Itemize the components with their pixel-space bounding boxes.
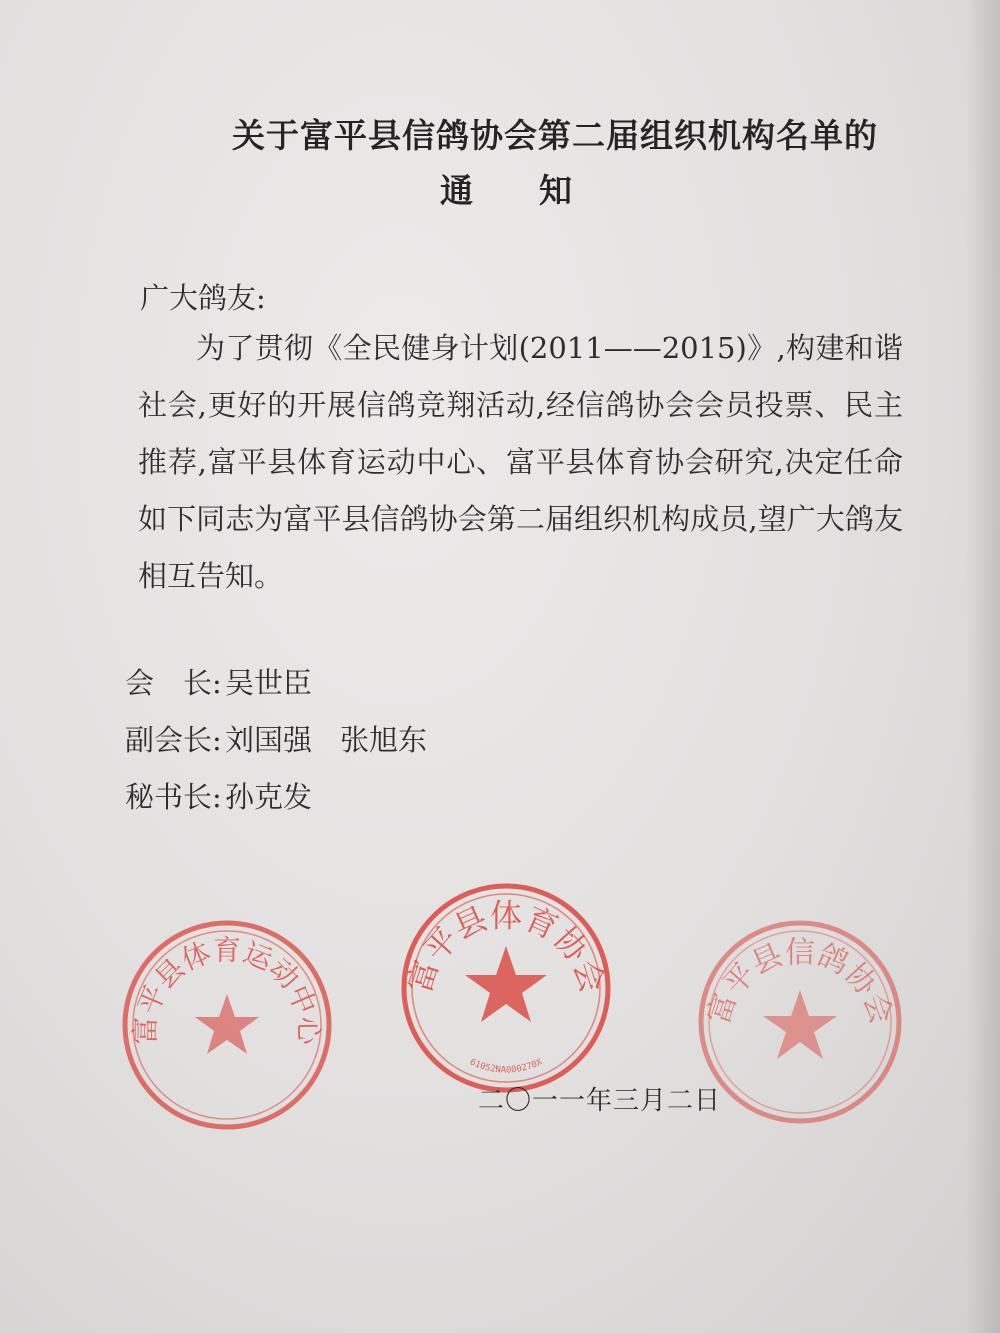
seal-sports-association-icon bbox=[400, 882, 612, 1094]
official-seal-sports-association bbox=[400, 882, 612, 1094]
roster-row-vice-president bbox=[125, 712, 427, 769]
seal-pigeon-association-icon bbox=[696, 918, 904, 1126]
roster-row-president bbox=[125, 655, 427, 712]
seal-text: 富平县体育运动中心 bbox=[128, 933, 326, 1045]
roster-title: 会 长: bbox=[125, 666, 222, 700]
seal-text: 富平县信鸽协会 bbox=[701, 935, 899, 1029]
roster-name: 孙克发 bbox=[225, 780, 313, 814]
roster-list bbox=[125, 655, 427, 826]
document-title-notice: 通知 bbox=[440, 171, 638, 210]
seal-code: 61052NA000270X bbox=[468, 1057, 544, 1076]
salutation: 广大鸽友: bbox=[140, 281, 266, 315]
paper-edge-shadow bbox=[966, 0, 1000, 1333]
body-paragraph: 为了贯彻《全民健身计划(2011——2015)》,构建和谐社会,更好的开展信鸽竞翔活动,经信鸽协会会员投票、民主推荐,富平县体育运动中心、富平县体育协会研究,决定任命如下同志为富平县信鸽协会第二届组织机构成员,望广大鸽友相互告知。 bbox=[138, 331, 903, 593]
official-seal-sports-center bbox=[120, 918, 334, 1132]
roster-row-secretary-general bbox=[125, 769, 427, 826]
document-title: 关于富平县信鸽协会第二届组织机构名单的 bbox=[232, 116, 878, 155]
seal-sports-center-icon bbox=[120, 918, 334, 1132]
official-seal-pigeon-association bbox=[696, 918, 904, 1126]
roster-title: 秘书长: bbox=[125, 780, 222, 814]
roster-name: 刘国强 bbox=[225, 723, 313, 757]
roster-name: 吴世臣 bbox=[225, 666, 313, 700]
roster-title: 副会长: bbox=[125, 723, 222, 757]
roster-name: 张旭东 bbox=[340, 723, 428, 757]
seal-text: 富平县体育协会 bbox=[400, 896, 612, 998]
document-date: 二〇一一年三月二日 bbox=[478, 1086, 722, 1116]
